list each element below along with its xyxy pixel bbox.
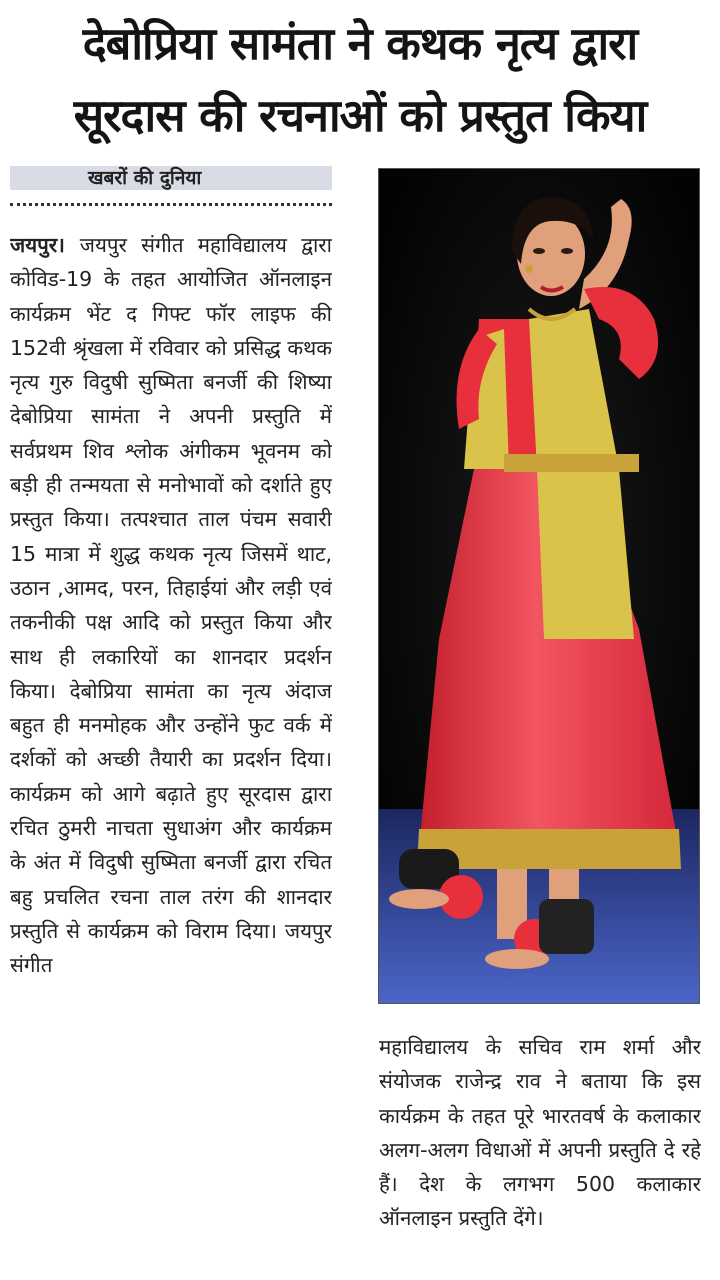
headline-line-1: देबोप्रिया सामंता ने कथक नृत्य द्वारा xyxy=(82,17,638,70)
dancer-illustration xyxy=(379,169,699,1003)
headline xyxy=(0,8,720,152)
dancer-photo xyxy=(378,168,700,1004)
headline-line-2: सूरदास की रचनाओं को प्रस्तुत किया xyxy=(73,89,647,142)
article-column-left xyxy=(10,228,332,1278)
dateline: जयपुर। xyxy=(10,233,80,257)
section-tag-label: खबरों की दुनिया xyxy=(88,167,202,189)
article-column-right xyxy=(379,1030,701,1275)
article-body-right: महाविद्यालय के सचिव राम शर्मा और संयोजक राजेन्द्र राव ने बताया कि इस कार्यक्रम के तहत पूरे भारतवर्ष के कलाकार अलग-अलग विधाओं में अपनी प्रस्तुति दे रहे हैं। देश के लगभग 500 कलाकार ऑनलाइन प्रस्तुति देंगे। xyxy=(379,1035,701,1231)
section-tag xyxy=(10,166,332,190)
dotted-divider xyxy=(10,203,332,206)
article-body-left: जयपुर संगीत महाविद्यालय द्वारा कोविड-19 के तहत आयोजित ऑनलाइन कार्यक्रम भेंट द गिफ्ट फॉर लाइफ की 152वी श्रृंखला में रविवार को प्रसिद्ध कथक नृत्य गुरु विदुषी सुष्मिता बनर्जी की शिष्या देबोप्रिया सामंता ने अपनी प्रस्तुति में सर्वप्रथम शिव श्लोक अंगीकम भूवनम को बड़ी ही तन्मयता से मनोभावों को दर्शाते हुए प्रस्तुत किया। तत्पश्चात ताल पंचम सवारी 15 मात्रा में शुद्ध कथक नृत्य जिसमें थाट, उठान ,आमद, परन, तिहाईयां और लड़ी एवं तकनीकी पक्ष आदि को प्रस्तुत किया और साथ ही लकारियों का शानदार प्रदर्शन किया। देबोप्रिया सामंता का नृत्य अंदाज बहुत ही मनमोहक और उन्होंने फुट वर्क में दर्शकों को अच्छी तैयारी का प्रदर्शन दिया। कार्यक्रम को आगे बढ़ाते हुए सूरदास द्वारा रचित ठुमरी नाचता सुधाअंग और कार्यक्रम के अंत में विदुषी सुष्मिता बनर्जी द्वारा रचित बहु प्रचलित रचना ताल तरंग की शानदार प्रस्तुति से कार्यक्रम को विराम दिया। जयपुर संगीत xyxy=(10,233,332,978)
